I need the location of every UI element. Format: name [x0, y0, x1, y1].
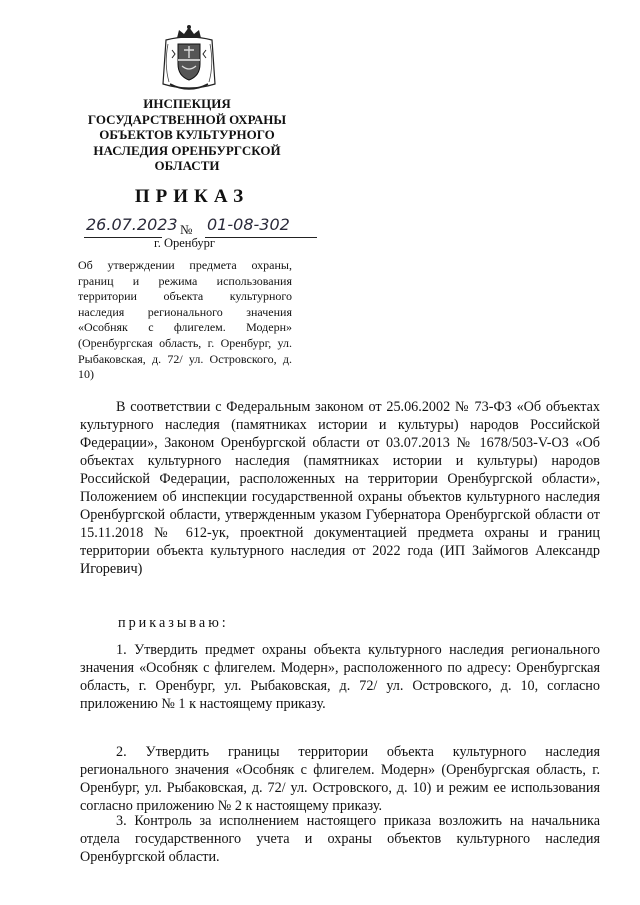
preamble-paragraph: В соответствии с Федеральным законом от 25.06.2002 № 73-ФЗ «Об объектах культурного наследия (памятниках истории и культуры) народов Российской Федерации», Законом Оренбургской области от 03.07.2013 № 1678/503-V-ОЗ «Об объектах культурного наследия (памятниках истории и культуры) народов Российской Федерации, расположенных на территории Оренбургской области», Положением об инспекции государственной охраны объектов культурного наследия Оренбургской области, утвержденным указом Губернатора Оренбургской области от 15.11.2018 № 612-ук, проектной документацией предмета охраны и границ территории объекта культурного наследия от 2022 года (ИП Займогов Александр Игоревич): [80, 399, 600, 577]
order-item-1: 1. Утвердить предмет охраны объекта культурного наследия регионального значения «Особняк с флигелем. Модерн», расположенного по адресу: Оренбургская область, г. Оренбург, ул. Рыбаковская, д. 72/ ул. Островского, д. 10, согласно приложению № 1 к настоящему приказу.: [80, 642, 600, 712]
issuing-authority: [80, 96, 294, 174]
order-word: приказываю:: [118, 615, 229, 631]
document-type-title: ПРИКАЗ: [134, 186, 250, 207]
authority-line: ОБЛАСТИ: [154, 158, 220, 173]
authority-line: НАСЛЕДИЯ ОРЕНБУРГСКОЙ: [93, 142, 281, 158]
order-item-3: 3. Контроль за исполнением настоящего приказа возложить на начальника отдела государственного учета и охраны объектов культурного наследия Оренбургской области.: [80, 813, 600, 865]
order-item-2: 2. Утвердить границы территории объекта культурного наследия регионального значения «Особняк с флигелем. Модерн» (Оренбургская область, г. Оренбург, ул. Рыбаковская, д. 72/ ул. Островского, д. 10) и режим ее использования согласно приложению № 2 к настоящему приказу.: [80, 744, 600, 814]
order-subject: Об утверждении предмета охраны, границ и режима использования территории объекта культурного наследия регионального значения «Особняк с флигелем. Модерн» (Оренбургская область, г. Оренбург, ул. Рыбаковская, д. 72/ ул. Островского, д. 10): [78, 258, 292, 382]
number-sign: №: [180, 222, 193, 237]
handwritten-number: 01-08-302: [207, 215, 290, 234]
authority-line: ИНСПЕКЦИЯ: [143, 96, 231, 111]
city-label: г. Оренбург: [154, 236, 215, 250]
number-field: [205, 217, 317, 238]
date-field: [84, 215, 178, 238]
orenburg-coat-of-arms-icon: [160, 24, 218, 94]
authority-line: ГОСУДАРСТВЕННОЙ ОХРАНЫ: [87, 111, 287, 127]
handwritten-date: 26.07.2023: [86, 215, 178, 234]
authority-line: ОБЪЕКТОВ КУЛЬТУРНОГО: [99, 127, 275, 142]
